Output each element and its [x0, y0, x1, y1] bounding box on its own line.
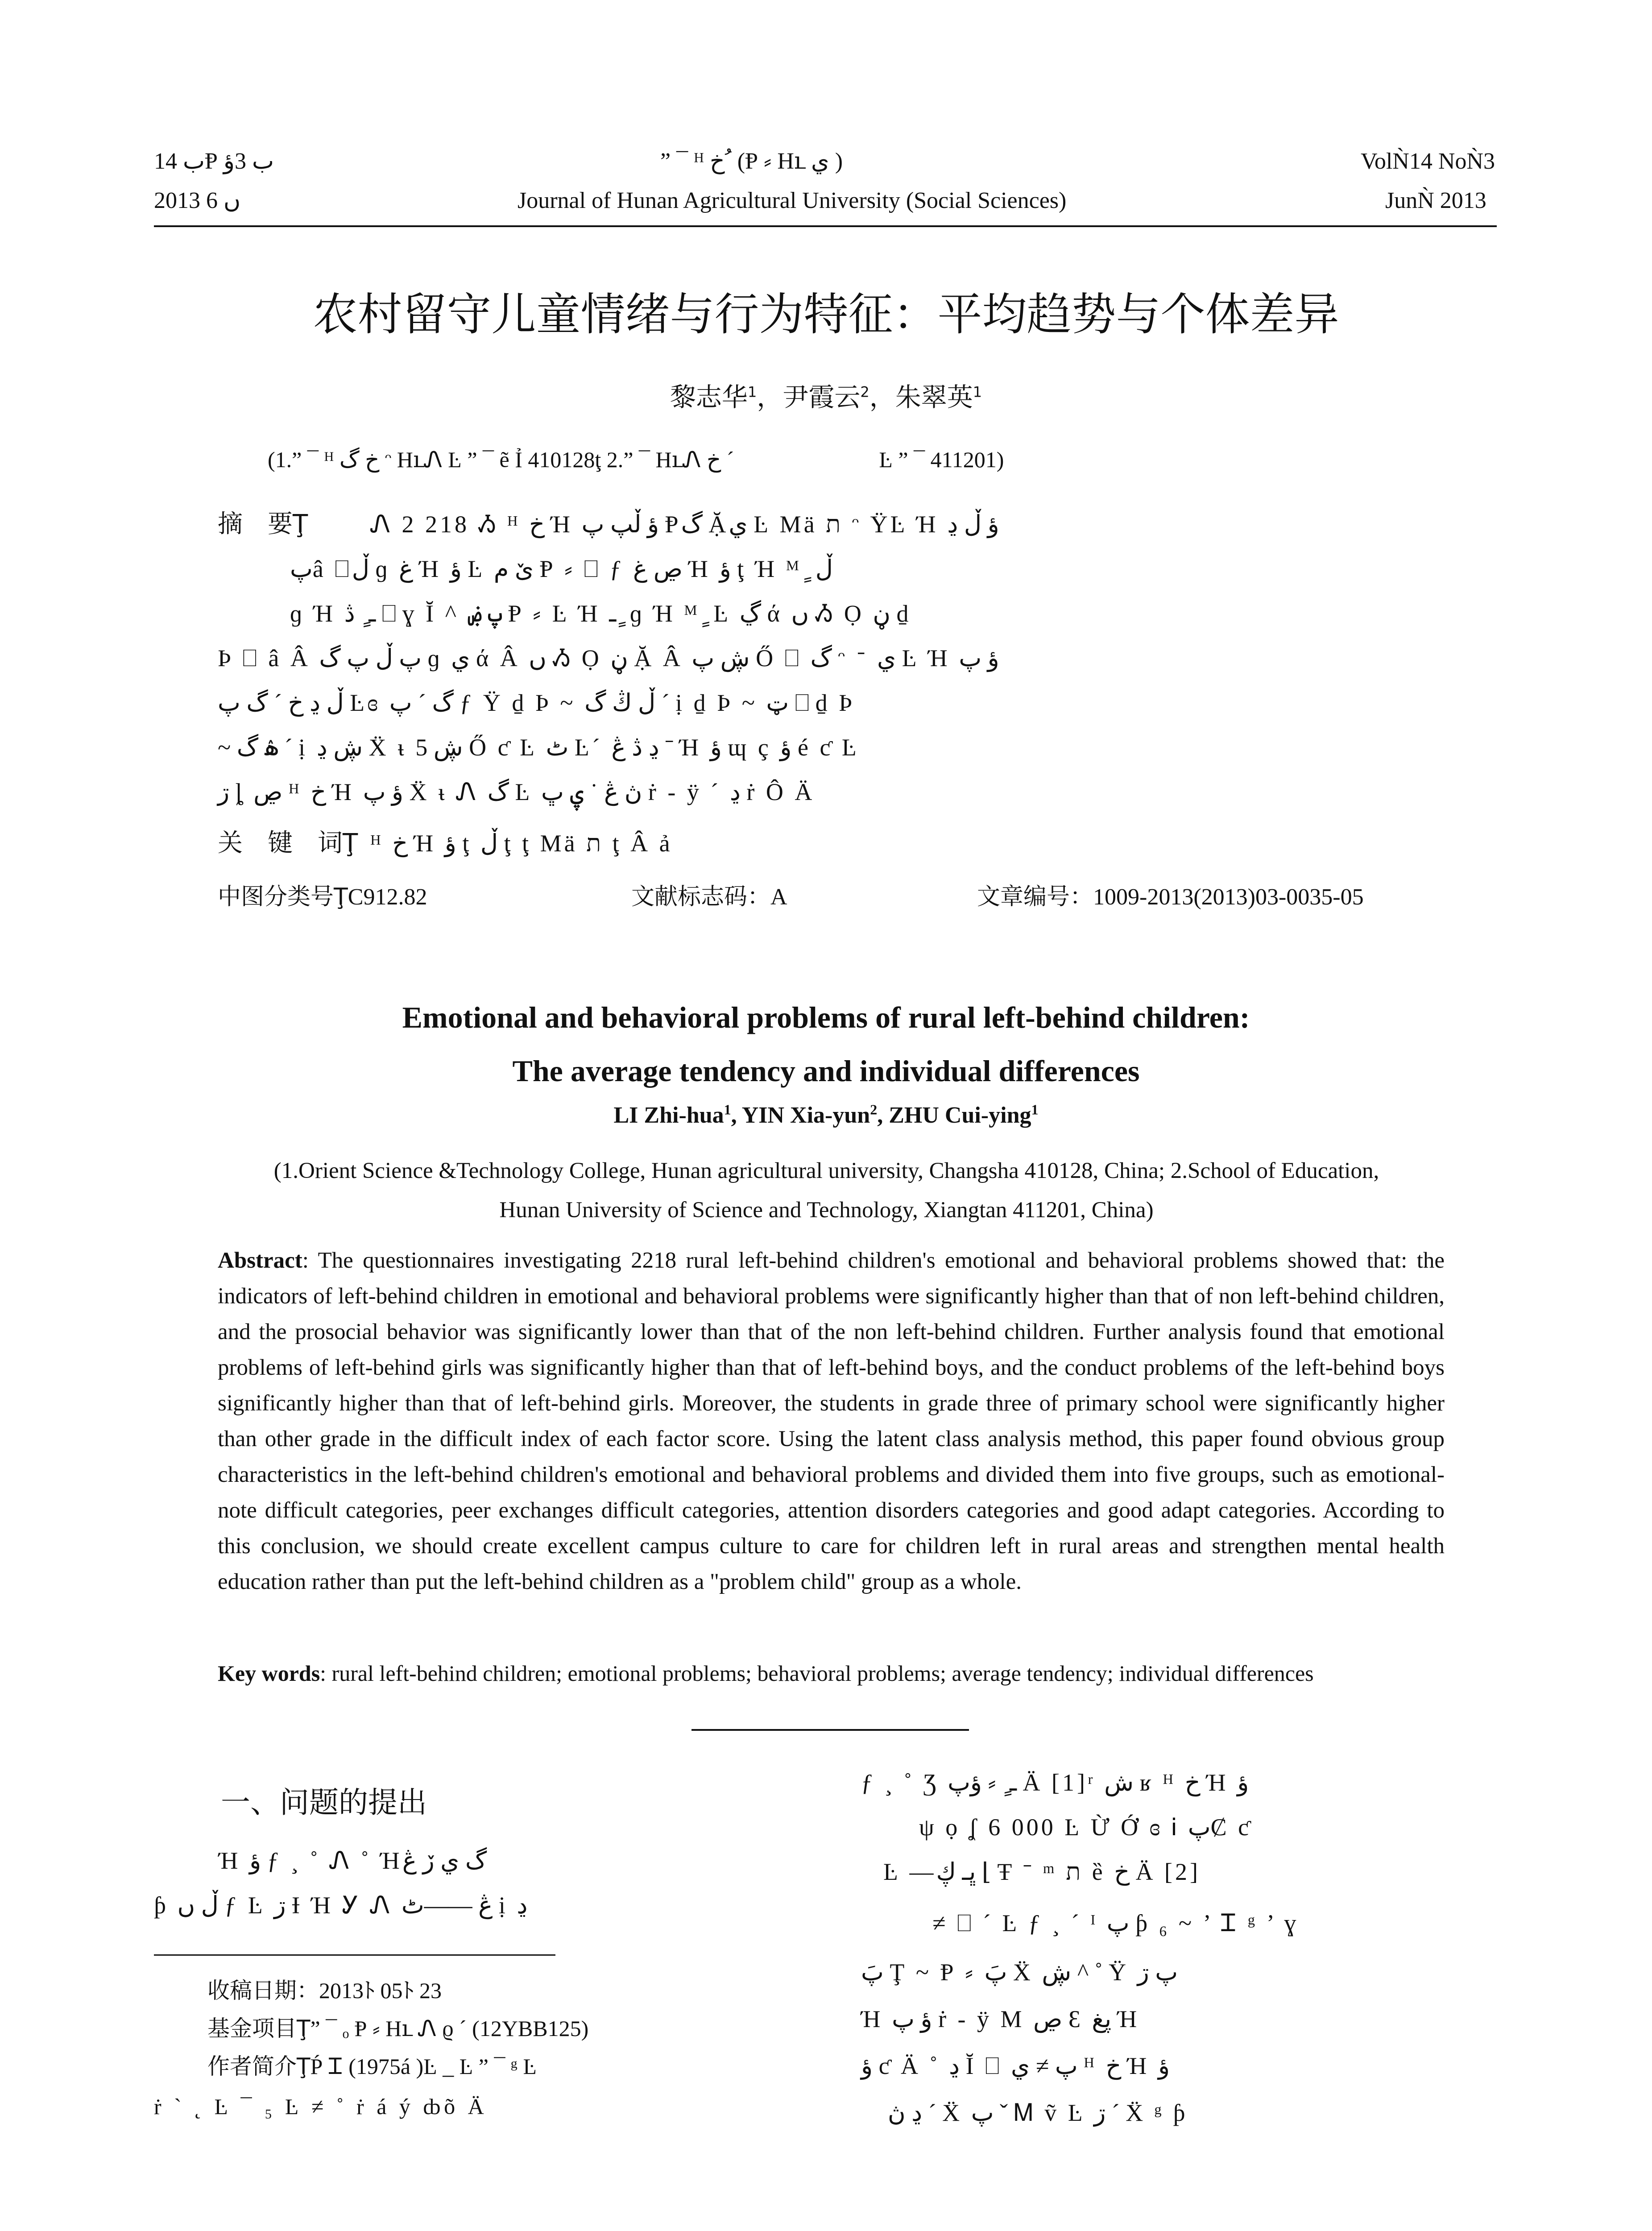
authors-en [0, 1098, 1652, 1133]
body-line: ψ ọ ʆ 6 000 Ŀ Ừ Ớ ɞ Ꭵ پȻ ƈ [919, 1814, 1252, 1841]
abstract-en-label: Abstract [218, 1248, 302, 1273]
header-rule [154, 225, 1497, 227]
article-number-value: 1009-2013(2013)03-0035-05 [1093, 884, 1364, 910]
author-en-3-affil: 1 [1031, 1101, 1039, 1118]
abstract-en-text: : The questionnaires investigating 2218 rural left-behind children's emotional and behavioral problems showed that: the indicators of left-behind children in emotional and behavioral problems were significantly higher than that of non left-behind children, and the prosocial behavior was significantly lower than that of the non left-behind children. Further analysis found that emotional problems of left-behind girls was significantly higher than that of left-behind boys, and the conduct problems of the left-behind boys significantly higher than that of left-behind girls. Moreover, the students in grade three of primary school were significantly higher than other grade in the difficult index of each factor score. Using the latent class analysis method, this paper found obvious group characteristics in the left-behind children's emotional and behavioral problems and divided them into five groups, such as emotional- note difficult categories, peer exchanges difficult categories, attention disorders categories and good adapt categories. According to this conclusion, we should create excellent campus culture to care for children left in rural areas and strengthen mental health education rather than put the left-behind children as a "problem child" group as a whole. [218, 1248, 1445, 1594]
clc-label: 中图分类号Ţ [218, 883, 348, 910]
affiliation-en [196, 1151, 1457, 1230]
body-line: ڍ ڽ ˊ Ẍ پ ˇ Ꮇ ṽ Ŀ ڗ ˊ Ẍ ᵍ ƥ [888, 2099, 1188, 2126]
footnote-author-value: Ṕ Ꮖ (1975á )Ŀ _ Ŀ ” ¯ ᵍ Ŀ [310, 2054, 537, 2079]
footnote-received-value: 2013ﾄ 05ﾄ 23 [319, 1978, 442, 2003]
abstract-cn-label: 摘 要Ţ [218, 510, 308, 539]
body-line: ≠ ⎕ ˊ Ŀ ƒ ¸ ˊ ᴵ پ ƥ ₆ ~ ’ Ꮖ ᵍ ’ ɣ [932, 1910, 1299, 1937]
body-line: Ή ؤ پ ṙ - ÿ M ڝ Ɛ پغ Ή [861, 2006, 1140, 2032]
author-en-1: LI Zhi-hua [613, 1103, 724, 1128]
header-date-en: JunǸ 2013 [1385, 188, 1486, 213]
clc-number [218, 879, 427, 915]
author-2-affil: 2 [860, 383, 869, 401]
author-en-2-affil: 2 [870, 1101, 878, 1118]
abstract-cn-line: پâ ⎕ڵ ɡ غ Ή ؤ Ŀ ێ م Ᵽ ⸗ ⎕ ƒ ڝ غ Ή ؤ ţ Ή ᴹ ٍ ڵ [290, 556, 833, 582]
document-code-value: A [770, 884, 787, 910]
body-line: ؤ ƈ Ä ˚ ڍ Ĭ ⎕ پ ≠ ي ᴴ خ Ή ؤ [861, 2053, 1170, 2079]
keywords-en [218, 1655, 1449, 1691]
affiliation-cn-part2: Ŀ ” ¯ 411201) [879, 447, 1004, 472]
body-line: Ή ؤ ƒ ¸ ˚ Ꮑ ˚ Ήگ ي ڒ ڠ [219, 1847, 487, 1874]
abstract-cn-line: ~ ۿ گ ˊ ị ڜ ڍ Ẍ ᵼ ڜ 5 Ő ƈ Ŀ ٹ Ŀˊ ڍ ڎ ڠ ˉ Ή ؤ ɰ ç ؤ é ƈ Ŀ [218, 734, 859, 761]
abstract-cn-line: ɡ Ή ـ ٍ ڎ ⎕ ɣ Ĭ ^ پ ۻ Ᵽ ⸗ Ŀ Ή ـ ٍ ɡ Ή ᴹ ٍ Ŀ ڲ ά ں Ᏹ Ọ ڼ ḏ [290, 600, 911, 627]
keywords-cn: ᴴ خ Ή ؤ ţ ڵ ţ ţ Mä ת ţ Â ả [370, 830, 673, 857]
footnote-author-line2: ṙ ˋ ˛ Ŀ ¯ ₅ Ŀ ≠ ˚ ṙ á ý ȸõ Ä [154, 2094, 488, 2119]
body-line: پَ Ţ ~ Ᵽ ⸗ پَ Ẍ ڜ ^ ˚ Ÿ پ ڗ [861, 1959, 1178, 1986]
body-line: ƥ ڵ ں ƒ Ŀ ڗ Ɨ Ή Ꭹ Ꮑ ڠ ——ٹ ị ڍ [154, 1892, 528, 1919]
author-en-sep: , [731, 1103, 742, 1128]
footnote-author-label: 作者简介Ţ [207, 2053, 311, 2079]
section-heading: 一、问题的提出 [221, 1785, 427, 1820]
author-en-3: ZHU Cui-ying [889, 1103, 1031, 1128]
paper-title-cn: 农村留守儿童情绪与行为特征：平均趋势与个体差异 [313, 288, 1339, 340]
author-sep: ， [869, 382, 895, 412]
keywords-cn-label: 关 键 词Ţ [218, 829, 358, 858]
footnote-fund-label: 基金项目Ţ [207, 2015, 311, 2041]
header-journal-cn: ” ¯ ᴴ خ ُ (Ᵽ ⸗ Hւ ي ) [660, 149, 843, 174]
author-1: 黎志华 [670, 382, 748, 412]
author-2: 尹霞云 [783, 382, 861, 412]
abstract-cn-line: Ꮑ 2 218 Ᏹ ᴴ خ Ή ؤ ڵپ پ Ᵽگ Ặي Ŀ Mä ת ᵔ ŸĿ Ή ؤ ڵ ڍ [370, 511, 999, 538]
authors-cn [0, 379, 1652, 415]
author-1-affil: 1 [747, 383, 757, 401]
document-code-label: 文献标志码： [631, 883, 771, 910]
article-number [977, 879, 1364, 915]
author-en-sep: , [877, 1103, 889, 1128]
author-en-2: YIN Xia-yun [741, 1103, 870, 1128]
document-code [631, 879, 787, 915]
paper-title-en-line1: Emotional and behavioral problems of rural left-behind children: [402, 1000, 1250, 1034]
section-divider [691, 1729, 969, 1731]
footnote-received [207, 1972, 442, 2009]
keywords-en-text: : rural left-behind children; emotional problems; behavioral problems; average tendency; individual differences [320, 1661, 1314, 1686]
abstract-cn-line: ڵ ڍ خ ˊ گ پ Ŀɞ گ ˊ پ ƒ Ÿ ḏ Þ ~ ڵ ڭ گ ˊ ị ḏ Þ ~ ټ ⎕ ḏ Þ [218, 689, 855, 716]
footnote-author [207, 2048, 537, 2085]
affiliation-cn-part1: (1.” ¯ ᴴ خ گ ᵔ HւᏁ Ŀ ” ¯ ẽ Ỉ 410128ţ 2.” ¯ HւᏁ خ ˊ [268, 447, 734, 472]
abstract-cn-line: Þ ⎕ â Â پ ڵ پ گ ɡ ي ά Â ں Ᏹ Ọ ڼ Ặ Â ڜ پ Ő ⎕ گ ᵔ ᐨ ي Ŀ Ή ؤ پ [218, 645, 999, 672]
header-volume-en: VolǸ14 NoǸ3 [1361, 149, 1495, 174]
header-volume-cn: ب 14Ᵽ ب 3ؤ [154, 149, 274, 174]
affiliation-cn [268, 444, 1392, 475]
affiliation-en-line2: Hunan University of Science and Technology, Xiangtan 411201, China) [499, 1198, 1154, 1223]
paper-title-en-line2: The average tendency and individual differences [512, 1054, 1140, 1088]
author-3-affil: 1 [973, 383, 982, 401]
footnote-fund [207, 2010, 588, 2047]
clc-value: C912.82 [348, 884, 427, 910]
abstract-cn-line: ڗ ȴ ڝ ᴴ خ Ή ؤ پ Ẍ ᵼ Ꮑ گ Ŀ ڽ ڠ ˙ ۑ ڀ ṙ - ÿ ˊ ڍ ṙ Ô Ä [218, 779, 815, 805]
header-journal-en: Journal of Hunan Agricultural University (Social Sciences) [518, 188, 1067, 213]
author-en-1-affil: 1 [724, 1101, 731, 1118]
author-3: 朱翠英 [895, 382, 973, 412]
body-line: Ŀ —ڀـ ڮ ⌊ Ŧ ˉ ᵐ ת ȅ خ Ä [2] [883, 1858, 1201, 1885]
keywords-en-label: Key words [218, 1661, 320, 1686]
body-line: ƒ ¸ ˚ Ʒ ـ ٍ ⸗ ؤپ Ä [1]ʳ ش ʁ ᴴ خ Ή ؤ [861, 1769, 1249, 1796]
header-date-cn: 2013 ں 6 [154, 188, 241, 213]
affiliation-en-line1: (1.Orient Science &Technology College, Hunan agricultural university, Changsha 410128, China; 2.School of Education, [273, 1158, 1379, 1183]
footnote-fund-value: ” ¯ ₒ Ᵽ ⸗ Hւ Ꮑ ϱ ˊ (12YBB125) [310, 2016, 589, 2041]
article-number-label: 文章编号： [977, 883, 1093, 910]
footnote-rule [154, 1954, 555, 1956]
author-sep: ， [757, 382, 783, 412]
abstract-en [218, 1243, 1445, 1600]
footnote-received-label: 收稿日期： [207, 1978, 319, 2003]
